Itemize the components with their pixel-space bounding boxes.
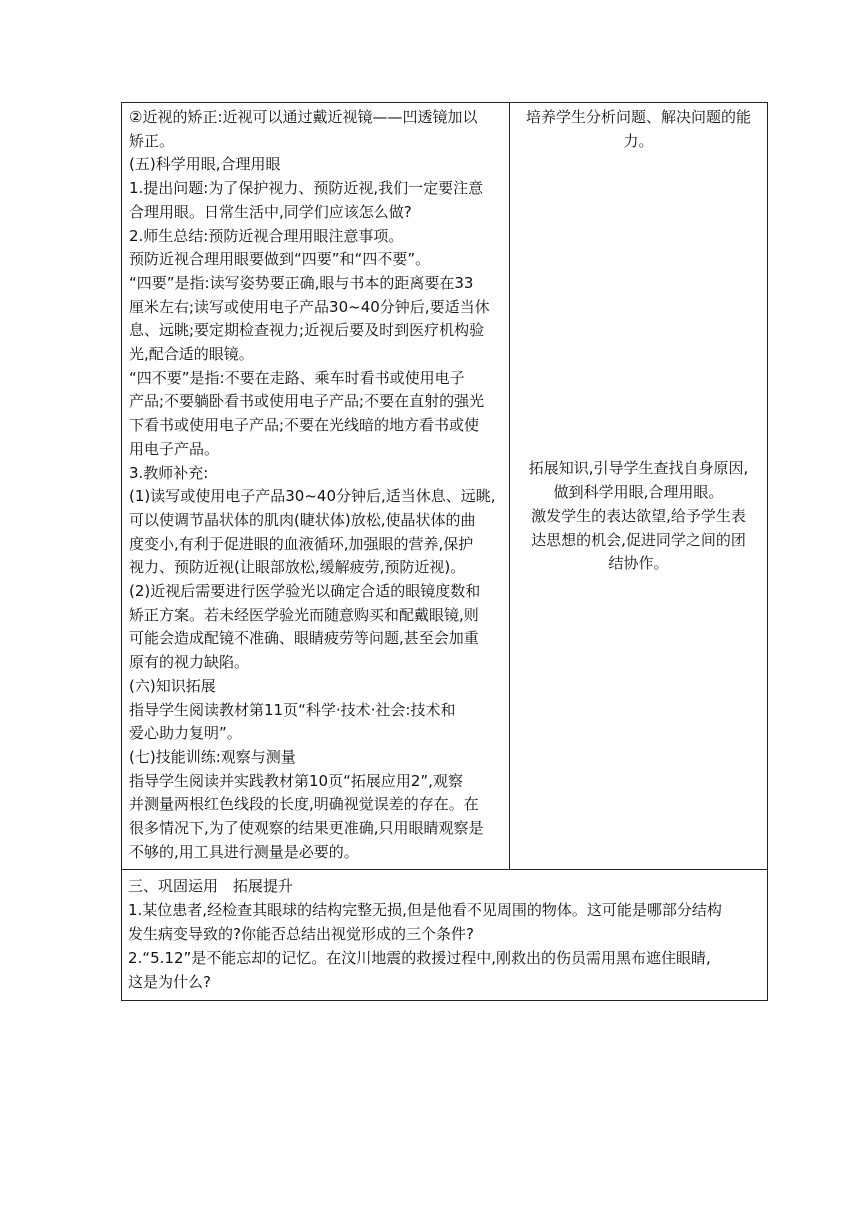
text-line: 可能会造成配镜不准确、眼睛疲劳等问题,甚至会加重 xyxy=(129,629,479,648)
text-line: 爱心助力复明”。 xyxy=(129,724,242,743)
intent-line: 拓展知识,引导学生查找自身原因, xyxy=(528,459,749,478)
text-line: 矫正方案。若未经医学验光而随意购买和配戴眼镜,则 xyxy=(129,605,479,624)
cell-spacer xyxy=(517,153,760,457)
text-line: 并测量两根红色线段的长度,明确视觉误差的存在。在 xyxy=(129,795,479,814)
teaching-process-cell xyxy=(122,103,510,870)
section-heading: (七)技能训练:观察与测量 xyxy=(129,747,296,766)
text-line: 视力、预防近视(让眼部放松,缓解疲劳,预防近视)。 xyxy=(129,558,466,577)
intent-line: 培养学生分析问题、解决问题的能 xyxy=(525,108,751,126)
question-line: 这是为什么? xyxy=(128,972,211,991)
design-intent-cell xyxy=(510,103,768,870)
question-line: 发生病变导致的?你能否总结出视觉形成的三个条件? xyxy=(128,924,474,943)
table-row xyxy=(122,869,768,1000)
text-line: 1.提出问题:为了保护视力、预防近视,我们一定要注意 xyxy=(129,179,484,198)
text-line: 矫正。 xyxy=(129,131,175,150)
question-line: 2.“5.12”是不能忘却的记忆。在汶川地震的救援过程中,刚救出的伤员需用黑布遮住眼睛, xyxy=(128,948,711,967)
intent-line: 做到科学用眼,合理用眼。 xyxy=(553,483,724,502)
text-line: (2)近视后需要进行医学验光以确定合适的眼镜度数和 xyxy=(129,582,481,601)
text-line: 2.师生总结:预防近视合理用眼注意事项。 xyxy=(129,226,404,245)
section-heading: (五)科学用眼,合理用眼 xyxy=(129,155,281,174)
text-line: (1)读写或使用电子产品30~40分钟后,适当休息、远眺, xyxy=(129,487,496,506)
intent-line: 激发学生的表达欲望,给予学生表 xyxy=(531,506,746,525)
lesson-plan-table xyxy=(121,102,768,1001)
section-heading: (六)知识拓展 xyxy=(129,676,216,695)
text-line: 合理用眼。日常生活中,同学们应该怎么做? xyxy=(129,202,412,221)
text-line: “四不要”是指:不要在走路、乘车时看书或使用电子 xyxy=(129,368,465,387)
intent-line: 达思想的机会,促进同学之间的团 xyxy=(531,530,746,549)
intent-line: 力。 xyxy=(623,131,654,150)
text-line: 原有的视力缺陷。 xyxy=(129,653,250,672)
text-line: 指导学生阅读教材第11页“科学·技术·社会:技术和 xyxy=(129,700,456,719)
text-line: 3.教师补充: xyxy=(129,463,209,482)
text-line: “四要”是指:读写姿势要正确,眼与书本的距离要在33 xyxy=(129,273,474,292)
intent-line: 结协作。 xyxy=(608,554,669,573)
text-line: 用电子产品。 xyxy=(129,439,220,458)
text-line: 厘米左右;读写或使用电子产品30~40分钟后,要适当休 xyxy=(129,297,490,316)
text-line: 产品;不要躺卧看书或使用电子产品;不要在直射的强光 xyxy=(129,392,485,411)
text-line: 光,配合适的眼镜。 xyxy=(129,345,254,364)
text-line: ②近视的矫正:近视可以通过戴近视镜——凹透镜加以 xyxy=(129,108,478,126)
text-line: 息、远眺;要定期检查视力;近视后要及时到医疗机构验 xyxy=(129,321,485,340)
text-line: 度变小,有利于促进眼的血液循环,加强眼的营养,保护 xyxy=(129,534,474,553)
consolidation-cell xyxy=(122,869,768,1000)
text-line: 很多情况下,为了使观察的结果更准确,只用眼睛观察是 xyxy=(129,819,484,838)
question-line: 1.某位患者,经检查其眼球的结构完整无损,但是他看不见周围的物体。这可能是哪部分结构 xyxy=(128,900,722,919)
table-row xyxy=(122,103,768,870)
text-line: 下看书或使用电子产品;不要在光线暗的地方看书或使 xyxy=(129,416,480,435)
section-heading: 三、巩固运用 拓展提升 xyxy=(128,876,294,895)
text-line: 不够的,用工具进行测量是必要的。 xyxy=(129,842,359,861)
text-line: 指导学生阅读并实践教材第10页“拓展应用2”,观察 xyxy=(129,771,463,790)
text-line: 可以使调节晶状体的肌肉(睫状体)放松,使晶状体的曲 xyxy=(129,510,476,529)
text-line: 预防近视合理用眼要做到“四要”和“四不要”。 xyxy=(129,250,431,269)
